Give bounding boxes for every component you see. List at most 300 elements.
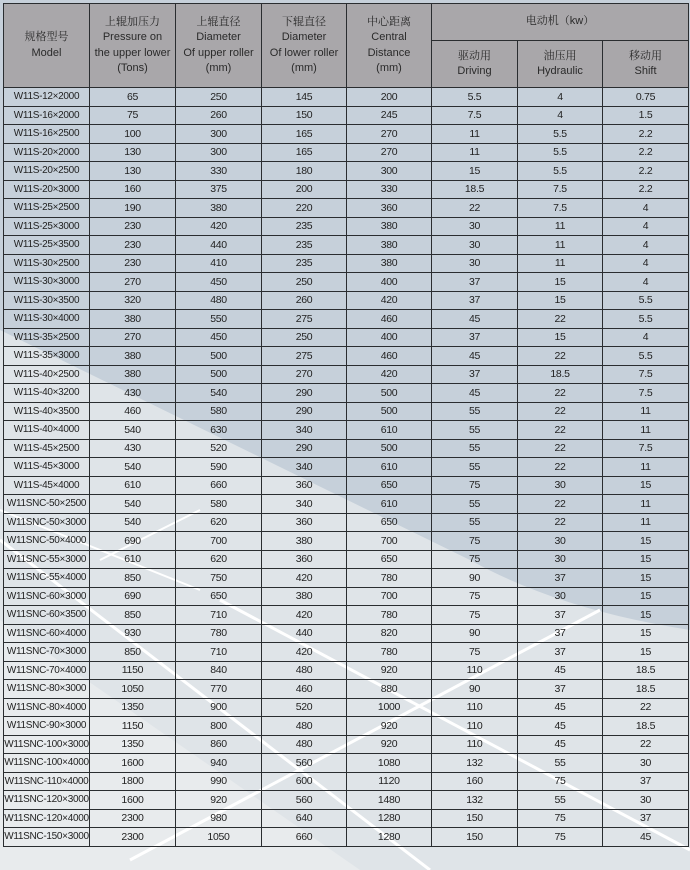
cell-pressure: 1350 [90, 735, 176, 754]
cell-model: W11SNC-80×4000 [4, 698, 90, 717]
cell-center-distance: 420 [347, 365, 432, 384]
cell-driving: 55 [432, 458, 518, 477]
cell-model: W11S-30×3500 [4, 291, 90, 310]
cell-hydraulic: 7.5 [518, 180, 603, 199]
cell-shift: 18.5 [603, 661, 689, 680]
cell-pressure: 130 [90, 162, 176, 181]
cell-upper-diameter: 940 [176, 754, 262, 773]
cell-hydraulic: 15 [518, 291, 603, 310]
cell-hydraulic: 22 [518, 421, 603, 440]
cell-model: W11S-45×2500 [4, 439, 90, 458]
cell-lower-diameter: 250 [262, 328, 347, 347]
cell-hydraulic: 45 [518, 661, 603, 680]
cell-driving: 90 [432, 569, 518, 588]
cell-model: W11SNC-70×3000 [4, 643, 90, 662]
cell-upper-diameter: 330 [176, 162, 262, 181]
cell-center-distance: 610 [347, 421, 432, 440]
cell-hydraulic: 22 [518, 402, 603, 421]
cell-model: W11SNC-100×4000 [4, 754, 90, 773]
cell-model: W11S-12×2000 [4, 88, 90, 107]
cell-pressure: 690 [90, 587, 176, 606]
cell-lower-diameter: 165 [262, 125, 347, 144]
cell-model: W11SNC-50×2500 [4, 495, 90, 514]
cell-model: W11SNC-50×4000 [4, 532, 90, 551]
cell-model: W11S-30×3000 [4, 273, 90, 292]
cell-model: W11SNC-120×4000 [4, 809, 90, 828]
cell-model: W11SNC-80×3000 [4, 680, 90, 699]
table-row [4, 88, 689, 107]
cell-model: W11SNC-70×4000 [4, 661, 90, 680]
cell-model: W11SNC-55×4000 [4, 569, 90, 588]
cell-pressure: 540 [90, 458, 176, 477]
cell-model: W11S-25×2500 [4, 199, 90, 218]
cell-pressure: 930 [90, 624, 176, 643]
header-motor: 电动机（kw） [432, 4, 689, 41]
cell-shift: 4 [603, 199, 689, 218]
header-hydraulic: 油压用 Hydraulic [518, 41, 603, 88]
cell-model: W11S-20×3000 [4, 180, 90, 199]
cell-shift: 15 [603, 643, 689, 662]
cell-lower-diameter: 340 [262, 495, 347, 514]
cell-shift: 4 [603, 236, 689, 255]
cell-center-distance: 400 [347, 328, 432, 347]
cell-lower-diameter: 150 [262, 106, 347, 125]
cell-driving: 55 [432, 439, 518, 458]
cell-lower-diameter: 270 [262, 365, 347, 384]
cell-center-distance: 500 [347, 384, 432, 403]
cell-lower-diameter: 180 [262, 162, 347, 181]
cell-upper-diameter: 770 [176, 680, 262, 699]
cell-pressure: 270 [90, 328, 176, 347]
cell-center-distance: 380 [347, 254, 432, 273]
cell-lower-diameter: 420 [262, 606, 347, 625]
cell-center-distance: 650 [347, 550, 432, 569]
table-row [4, 495, 689, 514]
cell-pressure: 1050 [90, 680, 176, 699]
cell-lower-diameter: 290 [262, 402, 347, 421]
table-row [4, 199, 689, 218]
cell-pressure: 690 [90, 532, 176, 551]
cell-lower-diameter: 360 [262, 476, 347, 495]
cell-driving: 37 [432, 273, 518, 292]
cell-driving: 90 [432, 680, 518, 699]
cell-driving: 75 [432, 532, 518, 551]
cell-upper-diameter: 375 [176, 180, 262, 199]
cell-shift: 7.5 [603, 365, 689, 384]
cell-upper-diameter: 1050 [176, 828, 262, 847]
cell-upper-diameter: 900 [176, 698, 262, 717]
cell-hydraulic: 55 [518, 754, 603, 773]
cell-center-distance: 380 [347, 217, 432, 236]
cell-driving: 15 [432, 162, 518, 181]
cell-pressure: 270 [90, 273, 176, 292]
cell-model: W11SNC-50×3000 [4, 513, 90, 532]
cell-driving: 132 [432, 754, 518, 773]
cell-center-distance: 920 [347, 735, 432, 754]
cell-shift: 0.75 [603, 88, 689, 107]
cell-model: W11SNC-100×3000 [4, 735, 90, 754]
cell-shift: 30 [603, 791, 689, 810]
cell-model: W11S-45×3000 [4, 458, 90, 477]
cell-upper-diameter: 410 [176, 254, 262, 273]
cell-model: W11S-45×4000 [4, 476, 90, 495]
cell-pressure: 130 [90, 143, 176, 162]
table-row [4, 439, 689, 458]
cell-shift: 2.2 [603, 125, 689, 144]
cell-shift: 18.5 [603, 717, 689, 736]
cell-shift: 2.2 [603, 143, 689, 162]
cell-pressure: 230 [90, 254, 176, 273]
table-row [4, 476, 689, 495]
cell-lower-diameter: 145 [262, 88, 347, 107]
cell-upper-diameter: 500 [176, 365, 262, 384]
cell-shift: 15 [603, 550, 689, 569]
cell-pressure: 2300 [90, 809, 176, 828]
cell-upper-diameter: 620 [176, 550, 262, 569]
cell-upper-diameter: 650 [176, 587, 262, 606]
cell-driving: 37 [432, 328, 518, 347]
cell-shift: 2.2 [603, 162, 689, 181]
cell-shift: 15 [603, 476, 689, 495]
header-shift: 移动用 Shift [603, 41, 689, 88]
cell-driving: 110 [432, 661, 518, 680]
cell-model: W11SNC-150×3000 [4, 828, 90, 847]
cell-upper-diameter: 260 [176, 106, 262, 125]
table-row [4, 236, 689, 255]
cell-lower-diameter: 275 [262, 347, 347, 366]
cell-shift: 15 [603, 569, 689, 588]
cell-lower-diameter: 340 [262, 458, 347, 477]
cell-pressure: 850 [90, 606, 176, 625]
cell-shift: 11 [603, 402, 689, 421]
cell-center-distance: 500 [347, 439, 432, 458]
table-row [4, 402, 689, 421]
cell-center-distance: 650 [347, 476, 432, 495]
cell-hydraulic: 22 [518, 495, 603, 514]
cell-shift: 15 [603, 532, 689, 551]
cell-model: W11SNC-90×3000 [4, 717, 90, 736]
cell-shift: 2.2 [603, 180, 689, 199]
cell-shift: 15 [603, 624, 689, 643]
cell-upper-diameter: 990 [176, 772, 262, 791]
table-row [4, 180, 689, 199]
cell-shift: 15 [603, 606, 689, 625]
cell-driving: 75 [432, 476, 518, 495]
cell-lower-diameter: 290 [262, 439, 347, 458]
cell-model: W11S-25×3500 [4, 236, 90, 255]
cell-shift: 15 [603, 587, 689, 606]
cell-hydraulic: 37 [518, 569, 603, 588]
cell-pressure: 100 [90, 125, 176, 144]
cell-hydraulic: 18.5 [518, 365, 603, 384]
cell-shift: 4 [603, 273, 689, 292]
cell-shift: 4 [603, 328, 689, 347]
cell-upper-diameter: 700 [176, 532, 262, 551]
cell-center-distance: 1280 [347, 809, 432, 828]
cell-driving: 75 [432, 587, 518, 606]
cell-hydraulic: 5.5 [518, 143, 603, 162]
cell-driving: 30 [432, 236, 518, 255]
cell-center-distance: 610 [347, 495, 432, 514]
cell-pressure: 230 [90, 236, 176, 255]
cell-center-distance: 880 [347, 680, 432, 699]
cell-shift: 5.5 [603, 291, 689, 310]
cell-center-distance: 400 [347, 273, 432, 292]
cell-center-distance: 780 [347, 643, 432, 662]
cell-lower-diameter: 420 [262, 569, 347, 588]
table-row [4, 624, 689, 643]
cell-hydraulic: 45 [518, 698, 603, 717]
cell-lower-diameter: 340 [262, 421, 347, 440]
cell-pressure: 430 [90, 384, 176, 403]
cell-lower-diameter: 290 [262, 384, 347, 403]
cell-hydraulic: 7.5 [518, 199, 603, 218]
cell-pressure: 1600 [90, 754, 176, 773]
cell-center-distance: 920 [347, 661, 432, 680]
cell-center-distance: 270 [347, 143, 432, 162]
header-pressure: 上辊加压力 Pressure on the upper lower (Tons) [90, 4, 176, 88]
cell-upper-diameter: 660 [176, 476, 262, 495]
cell-lower-diameter: 360 [262, 513, 347, 532]
cell-lower-diameter: 460 [262, 680, 347, 699]
cell-pressure: 540 [90, 513, 176, 532]
cell-hydraulic: 5.5 [518, 162, 603, 181]
cell-hydraulic: 11 [518, 254, 603, 273]
cell-model: W11S-20×2500 [4, 162, 90, 181]
cell-shift: 22 [603, 698, 689, 717]
cell-pressure: 2300 [90, 828, 176, 847]
cell-center-distance: 420 [347, 291, 432, 310]
cell-upper-diameter: 710 [176, 606, 262, 625]
cell-upper-diameter: 590 [176, 458, 262, 477]
cell-driving: 110 [432, 717, 518, 736]
cell-hydraulic: 75 [518, 809, 603, 828]
table-row [4, 698, 689, 717]
cell-driving: 22 [432, 199, 518, 218]
table-row [4, 254, 689, 273]
table-row [4, 661, 689, 680]
cell-driving: 11 [432, 143, 518, 162]
cell-pressure: 610 [90, 550, 176, 569]
cell-upper-diameter: 420 [176, 217, 262, 236]
cell-driving: 37 [432, 365, 518, 384]
cell-pressure: 1150 [90, 717, 176, 736]
cell-model: W11SNC-60×3500 [4, 606, 90, 625]
cell-upper-diameter: 540 [176, 384, 262, 403]
cell-shift: 11 [603, 513, 689, 532]
cell-shift: 4 [603, 217, 689, 236]
cell-shift: 37 [603, 809, 689, 828]
table-row [4, 328, 689, 347]
cell-model: W11SNC-110×4000 [4, 772, 90, 791]
table-row [4, 680, 689, 699]
cell-hydraulic: 11 [518, 236, 603, 255]
cell-hydraulic: 22 [518, 384, 603, 403]
cell-lower-diameter: 380 [262, 587, 347, 606]
table-row [4, 347, 689, 366]
cell-shift: 11 [603, 495, 689, 514]
cell-pressure: 1800 [90, 772, 176, 791]
table-row [4, 791, 689, 810]
cell-pressure: 1350 [90, 698, 176, 717]
cell-model: W11S-40×2500 [4, 365, 90, 384]
cell-driving: 150 [432, 809, 518, 828]
cell-model: W11S-16×2000 [4, 106, 90, 125]
cell-pressure: 430 [90, 439, 176, 458]
cell-hydraulic: 37 [518, 606, 603, 625]
cell-center-distance: 330 [347, 180, 432, 199]
cell-pressure: 460 [90, 402, 176, 421]
table-row [4, 569, 689, 588]
cell-hydraulic: 30 [518, 587, 603, 606]
header-model: 规格型号 Model [4, 4, 90, 88]
cell-pressure: 850 [90, 569, 176, 588]
cell-hydraulic: 4 [518, 106, 603, 125]
header-center-distance: 中心距离 Central Distance (mm) [347, 4, 432, 88]
table-row [4, 217, 689, 236]
cell-shift: 1.5 [603, 106, 689, 125]
table-row [4, 513, 689, 532]
cell-model: W11S-40×3200 [4, 384, 90, 403]
cell-shift: 22 [603, 735, 689, 754]
cell-pressure: 380 [90, 365, 176, 384]
table-row [4, 606, 689, 625]
cell-hydraulic: 45 [518, 735, 603, 754]
cell-shift: 18.5 [603, 680, 689, 699]
cell-lower-diameter: 520 [262, 698, 347, 717]
specification-table [3, 3, 689, 847]
cell-center-distance: 200 [347, 88, 432, 107]
cell-lower-diameter: 660 [262, 828, 347, 847]
cell-upper-diameter: 380 [176, 199, 262, 218]
cell-center-distance: 780 [347, 606, 432, 625]
table-row [4, 809, 689, 828]
cell-driving: 5.5 [432, 88, 518, 107]
cell-hydraulic: 15 [518, 273, 603, 292]
cell-shift: 5.5 [603, 347, 689, 366]
cell-pressure: 610 [90, 476, 176, 495]
cell-model: W11S-40×3500 [4, 402, 90, 421]
cell-upper-diameter: 500 [176, 347, 262, 366]
table-row [4, 587, 689, 606]
cell-pressure: 65 [90, 88, 176, 107]
cell-center-distance: 1000 [347, 698, 432, 717]
table-row [4, 310, 689, 329]
cell-pressure: 380 [90, 310, 176, 329]
cell-pressure: 230 [90, 217, 176, 236]
table-row [4, 772, 689, 791]
cell-driving: 37 [432, 291, 518, 310]
cell-pressure: 75 [90, 106, 176, 125]
cell-lower-diameter: 560 [262, 754, 347, 773]
cell-pressure: 380 [90, 347, 176, 366]
cell-hydraulic: 22 [518, 347, 603, 366]
cell-hydraulic: 75 [518, 828, 603, 847]
cell-lower-diameter: 165 [262, 143, 347, 162]
cell-center-distance: 610 [347, 458, 432, 477]
cell-shift: 7.5 [603, 384, 689, 403]
cell-hydraulic: 37 [518, 624, 603, 643]
cell-driving: 132 [432, 791, 518, 810]
cell-lower-diameter: 250 [262, 273, 347, 292]
cell-pressure: 850 [90, 643, 176, 662]
cell-model: W11S-30×4000 [4, 310, 90, 329]
cell-driving: 30 [432, 217, 518, 236]
cell-hydraulic: 75 [518, 772, 603, 791]
cell-driving: 30 [432, 254, 518, 273]
header-lower-diameter: 下辊直径 Diameter Of lower roller (mm) [262, 4, 347, 88]
cell-pressure: 190 [90, 199, 176, 218]
cell-lower-diameter: 220 [262, 199, 347, 218]
cell-center-distance: 360 [347, 199, 432, 218]
cell-upper-diameter: 580 [176, 495, 262, 514]
cell-model: W11SNC-55×3000 [4, 550, 90, 569]
header-upper-diameter: 上辊直径 Diameter Of upper roller (mm) [176, 4, 262, 88]
table-row [4, 828, 689, 847]
cell-pressure: 160 [90, 180, 176, 199]
table-row [4, 754, 689, 773]
cell-center-distance: 460 [347, 347, 432, 366]
cell-driving: 55 [432, 513, 518, 532]
cell-hydraulic: 22 [518, 458, 603, 477]
cell-lower-diameter: 235 [262, 236, 347, 255]
cell-pressure: 540 [90, 495, 176, 514]
cell-upper-diameter: 860 [176, 735, 262, 754]
cell-upper-diameter: 250 [176, 88, 262, 107]
cell-center-distance: 1120 [347, 772, 432, 791]
cell-center-distance: 1080 [347, 754, 432, 773]
cell-driving: 55 [432, 421, 518, 440]
cell-model: W11S-40×4000 [4, 421, 90, 440]
cell-lower-diameter: 480 [262, 717, 347, 736]
cell-hydraulic: 45 [518, 717, 603, 736]
cell-hydraulic: 30 [518, 550, 603, 569]
cell-upper-diameter: 440 [176, 236, 262, 255]
cell-pressure: 1150 [90, 661, 176, 680]
cell-driving: 160 [432, 772, 518, 791]
cell-center-distance: 700 [347, 532, 432, 551]
cell-upper-diameter: 520 [176, 439, 262, 458]
cell-center-distance: 700 [347, 587, 432, 606]
cell-shift: 5.5 [603, 310, 689, 329]
cell-center-distance: 300 [347, 162, 432, 181]
cell-lower-diameter: 235 [262, 217, 347, 236]
table-row [4, 365, 689, 384]
cell-driving: 55 [432, 402, 518, 421]
cell-upper-diameter: 780 [176, 624, 262, 643]
table-row [4, 143, 689, 162]
cell-model: W11S-35×3000 [4, 347, 90, 366]
cell-driving: 110 [432, 698, 518, 717]
cell-pressure: 320 [90, 291, 176, 310]
table-row [4, 106, 689, 125]
cell-center-distance: 1480 [347, 791, 432, 810]
table-row [4, 421, 689, 440]
cell-driving: 45 [432, 347, 518, 366]
cell-hydraulic: 37 [518, 643, 603, 662]
cell-upper-diameter: 620 [176, 513, 262, 532]
cell-model: W11S-25×3000 [4, 217, 90, 236]
cell-driving: 45 [432, 310, 518, 329]
cell-upper-diameter: 710 [176, 643, 262, 662]
cell-hydraulic: 22 [518, 513, 603, 532]
table-row [4, 643, 689, 662]
cell-lower-diameter: 360 [262, 550, 347, 569]
cell-upper-diameter: 630 [176, 421, 262, 440]
cell-shift: 11 [603, 421, 689, 440]
cell-center-distance: 500 [347, 402, 432, 421]
cell-center-distance: 1280 [347, 828, 432, 847]
